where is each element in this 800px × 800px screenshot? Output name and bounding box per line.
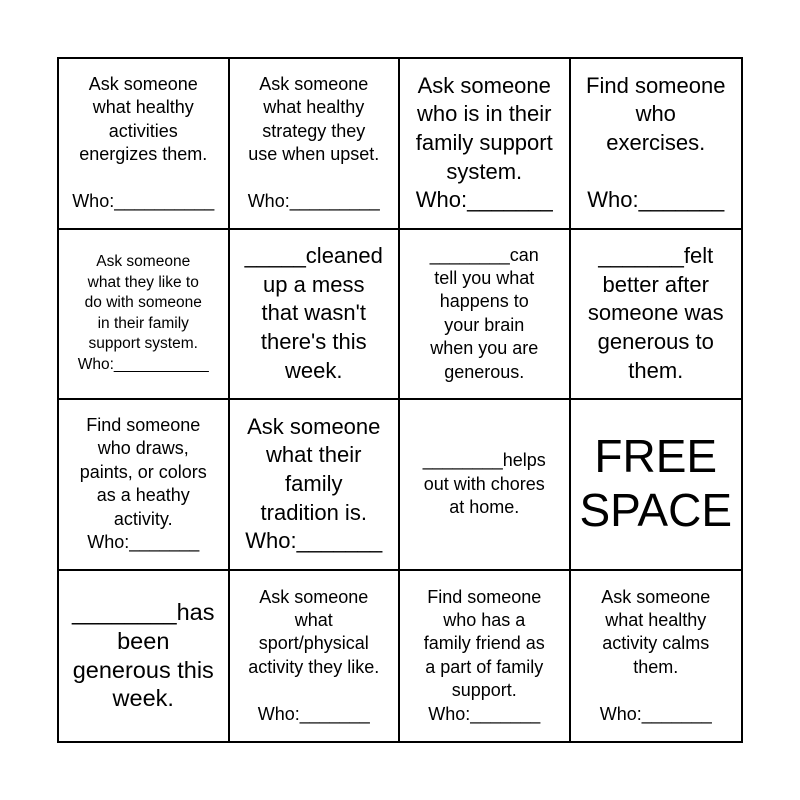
bingo-cell-r4c2[interactable] [230, 571, 401, 742]
bingo-cell-r4c3[interactable] [400, 571, 571, 742]
cell-text: ________can tell you what happens to your brain when you are generous. [429, 244, 539, 382]
cell-text: Find someone who exercises. Who:_______ [586, 72, 726, 213]
bingo-cell-r3c1[interactable] [59, 400, 230, 571]
cell-text: Find someone who draws, paints, or colors as a heathy activity. Who:_______ [79, 415, 207, 553]
bingo-cell-r3c2[interactable] [230, 400, 401, 571]
bingo-cell-r4c4[interactable] [571, 571, 742, 742]
cell-text: Ask someone what sport/physical activity they like. Who:_______ [248, 586, 380, 724]
cell-text: _____cleaned up a mess that wasn't there's this week. [244, 243, 383, 383]
cell-text: ________has been generous this week. [72, 599, 215, 712]
cell-text: Ask someone what healthy activities energizes them. Who:__________ [72, 74, 215, 212]
free-space-text: FREE SPACE [579, 430, 733, 537]
bingo-cell-r1c3[interactable] [400, 59, 571, 230]
cell-text: Ask someone what healthy activity calms them. Who:_______ [599, 586, 712, 724]
bingo-cell-r1c4[interactable] [571, 59, 742, 230]
cell-text: _______felt better after someone was generous to them. [587, 243, 724, 383]
bingo-cell-r2c2[interactable] [230, 230, 401, 401]
bingo-cell-r2c1[interactable] [59, 230, 230, 401]
bingo-cell-r2c3[interactable] [400, 230, 571, 401]
cell-text: Ask someone what their family tradition is. Who:_______ [245, 413, 383, 554]
bingo-board [57, 57, 743, 743]
cell-text: Ask someone what they like to do with someone in their family support system. Who:___________ [77, 253, 209, 373]
cell-text: Find someone who has a family friend as a part of family support. Who:_______ [423, 586, 545, 724]
bingo-cell-r1c1[interactable] [59, 59, 230, 230]
bingo-cell-r3c3[interactable] [400, 400, 571, 571]
bingo-cell-r4c1[interactable] [59, 571, 230, 742]
bingo-cell-r1c2[interactable] [230, 59, 401, 230]
cell-text: ________helps out with chores at home. [422, 450, 546, 517]
bingo-cell-free-space[interactable] [571, 400, 742, 571]
bingo-cell-r2c4[interactable] [571, 230, 742, 401]
cell-text: Ask someone who is in their family support system. Who:_______ [415, 72, 553, 213]
cell-text: Ask someone what healthy strategy they use when upset. Who:_________ [247, 74, 380, 212]
